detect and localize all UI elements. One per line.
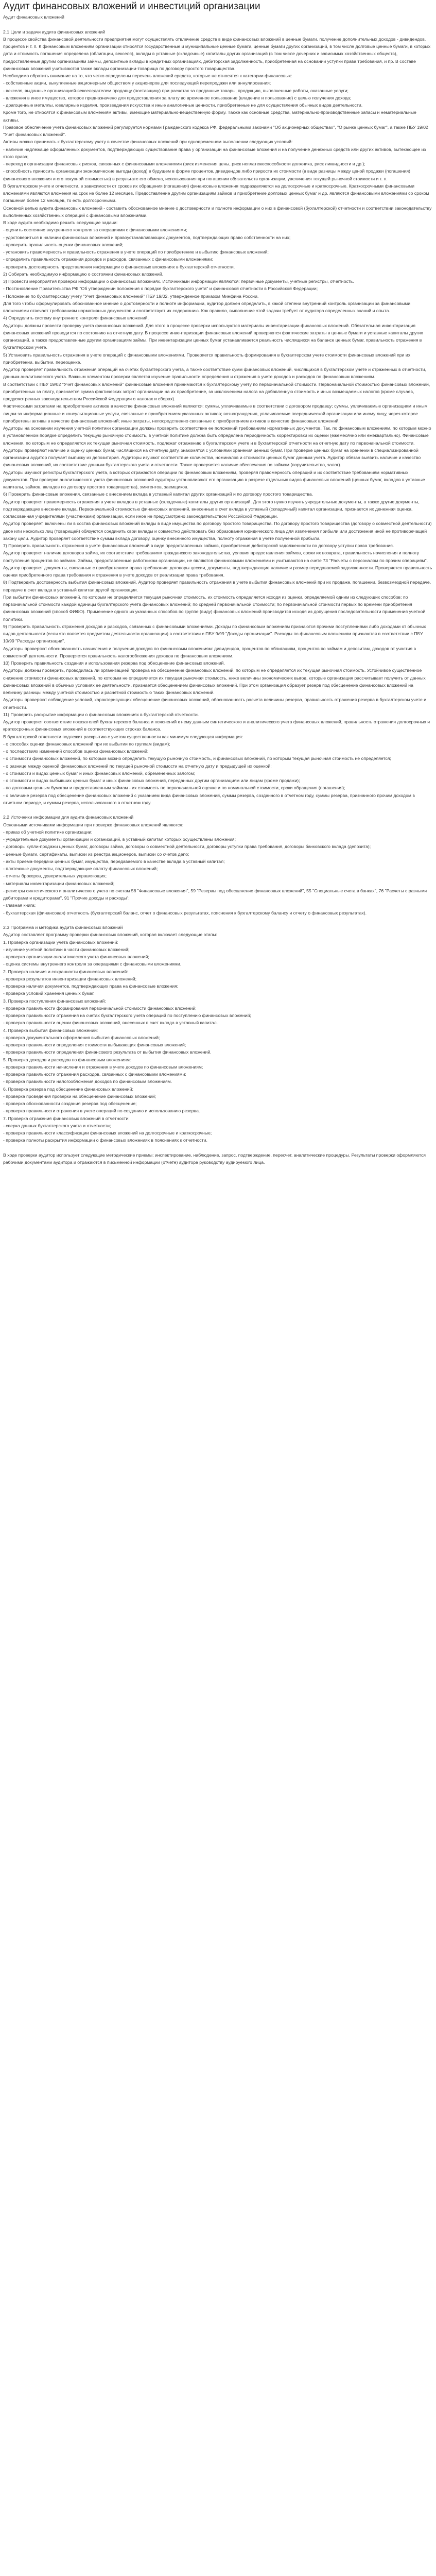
paragraph: 1. Проверка организации учета финансовых вложений: — [3, 939, 118, 945]
paragraph: - о последствиях изменений способов оценки финансовых вложений; — [3, 749, 149, 754]
paragraph: 2.1 Цели и задачи аудита финансовых вложений — [3, 29, 105, 35]
blank-line — [3, 21, 433, 28]
paragraph: - проверка полноты раскрытия информации о финансовых вложениях в пояснениях к отчетности. — [3, 1138, 207, 1143]
paragraph: Аудитор проверяет документы, связанные с приобретением права требования: договоры цессии, документы, подтверждающие наличие и размер передаваемой задолженности. Проверяется правильность оценки приобретенного права требования и отражения в учете доходов от реализации права требования. — [3, 565, 432, 578]
paragraph: Аудитор проверяет, включены ли в состав финансовых вложений вклады в виде имущества по договору простого товарищества. По договору простого товарищества (договору о совместной деятельности) двое или несколько лиц (товарищей) обязуются соединить свои вклады и совместно действовать без образования юридического лица для извлечения прибыли или достижения иной не противоречащей закону цели. Аудитор проверяет соответствие суммы вклада договору, оценку внесенного имущества, полноту отражения в учете полученной прибыли. — [3, 521, 432, 541]
paragraph: - о стоимости и видах выбывших ценных бумаг и иных финансовых вложений, переданных другим организациям или лицам (кроме продажи); — [3, 778, 300, 783]
paragraph: - Положение по бухгалтерскому учету "Учет финансовых вложений" ПБУ 19/02, утвержденное приказом Минфина России. — [3, 293, 259, 299]
paragraph: - проверка результатов инвентаризации финансовых вложений; — [3, 976, 137, 981]
paragraph: 10) Проверить правильность создания и использования резерва под обесценение финансовых вложений. — [3, 660, 225, 666]
paragraph: - проверить достоверность представления информации о финансовых вложениях в бухгалтерской отчетности. — [3, 264, 235, 269]
paragraph: 6) Проверить финансовые вложения, связанные с внесением вклада в уставный капитал других организаций и по договору простого товарищества. — [3, 492, 313, 497]
paragraph: Аудит финансовых вложений — [3, 14, 64, 20]
paragraph: Аудитор проверяет соответствие показателей бухгалтерского баланса и пояснений к нему данным синтетического и аналитического учета финансовых вложений, правильность отражения долгосрочных и краткосрочных финансовых вложений в соответствующих строках баланса. — [3, 719, 430, 732]
paragraph: Аудиторы проверяют соблюдение условий, характеризующих обесценение финансовых вложений, обоснованность расчета величины резерва, правильность отражения резерва в бухгалтерском учете и отчетности. — [3, 697, 427, 710]
paragraph: Аудиторы проверяют наличие и оценку ценных бумаг, числящихся на отчетную дату, знакомятся с условиями хранения ценных бумаг. При проверке ценных бумаг на хранении в специализированной организации аудитор получает выписку из депозитария. Аудиторы изучают соответствие количества, номиналов и стоимости ценных бумаг данным учета. Аудитор обязан выявить наличие и качество финансовых вложений, их соответствие данным бухгалтерского учета и отчетности. Также проверяется наличие обеспечения по займам (поручительство, залог). — [3, 447, 421, 468]
paragraph: - о величине резерва под обесценение финансовых вложений с указанием вида финансовых вложений, суммы резерва, созданного в отчетном году, суммы резерва, признанного прочим доходом в отчетном периоде, и суммы резерва, использованного в отчетном году. — [3, 792, 415, 805]
paragraph: Аудитор проверяет наличие договоров займа, их соответствие требованиям гражданского законодательства, условия предоставления займов, сроки их возврата, правильность начисления и полноту поступления процентов по займам. Займы, предоставленные работникам организации, не являются финансовыми вложениями и учитываются на счете 73 "Расчеты с персоналом по прочим операциям". — [3, 550, 428, 563]
paragraph: Аудиторы изучают регистры бухгалтерского учета, в которых отражаются операции по финансовым вложениям, проверяя правомерность операций и их соответствие требованиям нормативных документов. При проверке аналитического учета финансовых вложений аудиторы устанавливают его организацию в разрезе отдельных видов финансовых вложений (ценных бумаг, вкладов в уставные капиталы, займов, вкладов по договору простого товарищества), эмитентов, заемщиков. — [3, 469, 425, 489]
paragraph: - о способах оценки финансовых вложений при их выбытии по группам (видам); — [3, 741, 170, 747]
paragraph: - проверить правильность оценки финансовых вложений; — [3, 242, 124, 247]
paragraph: - о стоимости и видах ценных бумаг и иных финансовых вложений, обремененных залогом; — [3, 770, 196, 776]
paragraph: Основной целью аудита финансовых вложений - составить обоснованное мнение о достоверности и полноте информации о них в финансовой (бухгалтерской) отчетности и соответствии законодательству выполненных хозяйственных операций с финансовыми вложениями. — [3, 205, 432, 218]
paragraph: - удостовериться в наличии финансовых вложений и правоустанавливающих документов, подтверждающих право собственности на них; — [3, 234, 291, 240]
paragraph: - определить правильность отражения доходов и расходов, связанных с финансовыми вложениями; — [3, 257, 213, 262]
paragraph: 4) Определить систему внутреннего контроля финансовых вложений. — [3, 315, 149, 321]
paragraph: Правовое обеспечение учета финансовых вложений регулируется нормами Гражданского кодекса РФ, федеральными законами "Об акционерных обществах", "О рынке ценных бумаг", а также ПБУ 19/02 "Учет финансовых вложений". — [3, 124, 428, 137]
paragraph: - главная книга; — [3, 903, 36, 908]
paragraph: - платежные документы, подтверждающие оплату финансовых вложений; — [3, 866, 158, 871]
paragraph: 7) Проверить правильность отражения в учете финансовых вложений в виде предоставленных займов, приобретения дебиторской задолженности по договору уступки права требования. — [3, 543, 394, 548]
paragraph: - проверка правильности определения финансового результата от выбытия финансовых вложений. — [3, 1049, 212, 1055]
paragraph: Аудиторы должны проверить, проводилась ли организацией проверка на обесценение финансовых вложений, по которым не определяется их текущая рыночная стоимость. Устойчивое существенное снижение стоимости финансовых вложений, по которым не определяется их текущая рыночная стоимость, ниже величины экономических выгод, которые организация рассчитывает получить от данных финансовых вложений в обычных условиях ее деятельности, признается обесценением финансовых вложений. При этом организация образует резерв под обесценение финансовых вложений на величину разницы между учетной стоимостью и расчетной стоимостью таких финансовых вложений. — [3, 668, 426, 695]
paragraph: - вложения в иное имущество, которое предназначено для предоставления за плату во временное пользование (владение и пользование) с целью получения дохода; — [3, 95, 352, 100]
paragraph: - проверка правильности отражения в учете операций по созданию и использованию резерва. — [3, 1108, 200, 1114]
blank-line — [3, 917, 433, 924]
paragraph: - проверка правильности формирования первоначальной стоимости финансовых вложений; — [3, 1005, 197, 1011]
paragraph: - бухгалтерская (финансовая) отчетность (бухгалтерский баланс, отчет о финансовых результатах, пояснения к бухгалтерскому балансу и отчету о финансовых результатах). — [3, 910, 367, 916]
blank-line — [3, 806, 433, 814]
paragraph: - проверка правильности определения стоимости выбывающих финансовых вложений; — [3, 1042, 186, 1047]
paragraph: 3) Провести мероприятия проверки информации о финансовых вложениях. Источниками информации являются: первичные документы, учетные регистры, отчетность. — [3, 279, 354, 284]
paragraph: - проверка правильности оценки финансовых вложений, внесенных в счет вклада в уставный капитал. — [3, 1020, 218, 1026]
paragraph: Активы можно принимать к бухгалтерскому учету в качестве финансовых вложений при одновременном выполнении следующих условий: — [3, 139, 293, 145]
paragraph: - Постановление Правительства РФ "Об утверждении положения о порядке бухгалтерского учета" и финансовой отчетности в Российской Федерации; — [3, 286, 318, 292]
paragraph: 7. Проверка отражения финансовых вложений в отчетности: — [3, 1115, 130, 1121]
paragraph: - проверка условий хранения ценных бумаг. — [3, 991, 95, 996]
paragraph: Аудиторы проверяют обоснованность начисления и получения доходов по финансовым вложениям: дивидендов, процентов по облигациям, процентов по займам и депозитам, доходов от участия в совместной деятельности. Проверяется правильность налогообложения доходов по финансовым вложениям. — [3, 646, 416, 658]
paragraph: - проверка проведения проверки на обесценение финансовых вложений; — [3, 1093, 156, 1099]
paragraph: 5. Проверка доходов и расходов по финансовым вложениям: — [3, 1057, 131, 1062]
paragraph: - векселя, выданные организацией-векселедателем продавцу (поставщику) при расчетах за проданные товары, продукцию, выполненные работы, оказанные услуги; — [3, 88, 348, 93]
paragraph: 3. Проверка поступления финансовых вложений: — [3, 998, 106, 1004]
paragraph: - о стоимости финансовых вложений, по которым можно определить текущую рыночную стоимость, и финансовых вложений, по которым текущая рыночная стоимость не определяется; — [3, 756, 391, 761]
paragraph: 8) Подтвердить достоверность выбытия финансовых вложений. Аудитор проверяет правильность отражения в учете выбытия финансовых вложений при их продаже, погашении, безвозмездной передаче, передаче в счет вклада в уставный капитал другой организации. — [3, 580, 431, 592]
paragraph: - проверка правильности начисления и отражения в учете доходов по финансовым вложениям; — [3, 1064, 203, 1070]
paragraph: Аудитор составляет программу проверки финансовых вложений, которая включает следующие этапы: — [3, 932, 218, 938]
paragraph: - способность приносить организации экономические выгоды (доход) в будущем в форме процентов, дивидендов либо прироста их стоимости (в виде разницы между ценой продажи (погашения) финансового вложения и его покупной стоимостью) в результате его обмена, использования при погашении обязательств организации, увеличения текущей рыночной стоимости и т. п. — [3, 168, 411, 181]
paragraph: 4. Проверка выбытия финансовых вложений: — [3, 1027, 98, 1033]
paragraph: - сверка данных бухгалтерского учета и отчетности; — [3, 1123, 111, 1128]
paragraph: В процессе свойства финансовой деятельности предприятия могут осуществлять отвлечение средств в виде финансовых вложений в ценные бумаги, получение дополнительных доходов - дивидендов, процентов и т. п. К финансовым вложениям организации относятся государственные и муниципальные ценные бумаги, ценные бумаги других организаций, в том числе долговые ценные бумаги, в которых дата и стоимость погашения определена (облигации, векселя), вклады в уставные (складочные) капиталы других организаций (в том числе дочерних и зависимых хозяйственных обществ), предоставленные другим организациям займы, депозитные вклады в кредитных организациях, дебиторская задолженность, приобретенная на основании уступки права требования, и пр. В составе финансовых вложений учитываются также вклады организации-товарища по договору простого товарищества. — [3, 36, 431, 71]
paragraph: - акты приема-передачи ценных бумаг, имущества, передаваемого в качестве вклада в уставный капитал; — [3, 858, 225, 864]
article-body — [3, 13, 433, 1166]
paragraph: - переход к организации финансовых рисков, связанных с финансовыми вложениями (риск изменения цены, риск неплатежеспособности должника, риск ликвидности и др.); — [3, 161, 365, 166]
paragraph: Фактическими затратами на приобретение активов в качестве финансовых вложений являются: суммы, уплачиваемые в соответствии с договором продавцу; суммы, уплачиваемые организациям и иным лицам за информационные и консультационные услуги, связанные с приобретением указанных активов; вознаграждения, уплачиваемые посреднической организации или иному лицу, через которое приобретены активы в качестве финансовых вложений; иные затраты, непосредственно связанные с приобретением активов в качестве финансовых вложений. — [3, 403, 428, 423]
paragraph: Для того чтобы сформулировать обоснованное мнение о достоверности и полноте информации, аудитор должен определить, в какой степени внутренний контроль организации за финансовыми вложениями отвечает требованиям нормативных документов и соответствует их содержанию. Как правило, выполнение этой задачи требует от аудитора определенных знаний и опыта. — [3, 300, 411, 313]
paragraph: - материалы инвентаризации финансовых вложений; — [3, 880, 115, 886]
paragraph: Основными источниками информации при проверке финансовых вложений являются: — [3, 822, 184, 827]
paragraph: - установить правомерность и правильность отражения в учете операций по приобретению и выбытию финансовых вложений; — [3, 249, 269, 255]
paragraph: - проверка наличия документов, подтверждающих права на финансовые вложения; — [3, 984, 179, 989]
paragraph: В соответствии с ПБУ 19/02 "Учет финансовых вложений" финансовые вложения принимаются к бухгалтерскому учету по первоначальной стоимости. Первоначальной стоимостью финансовых вложений, приобретенных за плату, признается сумма фактических затрат организации на их приобретение, за исключением налога на добавленную стоимость и иных возмещаемых налогов (кроме случаев, предусмотренных законодательством Российской Федерации о налогах и сборах). — [3, 381, 430, 401]
paragraph: - регистры синтетического и аналитического учета по счетам 58 "Финансовые вложения", 59 "Резервы под обесценение финансовых вложений", 55 "Специальные счета в банках", 76 "Расчеты с разными дебиторами и кредиторами", 91 "Прочие доходы и расходы"; — [3, 888, 427, 901]
paragraph: 5) Установить правильность отражения в учете операций с финансовыми вложениями. Проверяется правильность формирования в бухгалтерском учете стоимости финансовых вложений при их приобретении, выбытии, переоценке. — [3, 352, 411, 365]
paragraph: - приказ об учетной политике организации; — [3, 829, 93, 835]
paragraph: - проверка обоснованности создания резерва под обесценение; — [3, 1101, 137, 1106]
blank-line — [3, 1144, 433, 1151]
paragraph: В ходе аудита необходимо решить следующие задачи: — [3, 220, 118, 225]
paragraph: - ценные бумаги, сертификаты, выписки из реестра акционеров, выписки со счетов депо; — [3, 851, 189, 857]
page — [0, 0, 436, 1170]
paragraph: Аудиторы на основании изучения учетной политики организации должны проверить соответствие ее положений требованиям нормативных документов. Так, по финансовым вложениям, по которым можно в установленном порядке определить текущую рыночную стоимость, в учетной политике должна быть определена периодичность корректировки их оценки (ежемесячно или ежеквартально). Финансовые вложения, по которым не определяется их текущая рыночная стоимость, подлежат отражению в бухгалтерском учете и в бухгалтерской отчетности на отчетную дату по первоначальной стоимости. — [3, 426, 431, 446]
paragraph: 2) Собирать необходимую информацию о состоянии финансовых вложений. — [3, 271, 164, 277]
paragraph: 11) Проверить раскрытие информации о финансовых вложениях в бухгалтерской отчетности. — [3, 711, 199, 717]
paragraph: - проверка документального оформления выбытия финансовых вложений; — [3, 1035, 160, 1040]
paragraph: При выбытии финансовых вложений, по которым не определяется текущая рыночная стоимость, их стоимость определяется исходя из оценки, определяемой одним из следующих способов: по первоначальной стоимости каждой единицы бухгалтерского учета финансовых вложений; по средней первоначальной стоимости; по первоначальной стоимости первых по времени приобретения финансовых вложений (способ ФИФО). Применение одного из указанных способов по группе (виду) финансовых вложений производится исходя из допущения последовательности применения учетной политики. — [3, 594, 426, 622]
page-title: Аудит финансовых вложений и инвестиций организации — [3, 1, 260, 12]
paragraph: В бухгалтерском учете и отчетности, в зависимости от сроков их обращения (погашения) финансовые вложения подразделяются на долгосрочные и краткосрочные. Краткосрочными финансовыми вложениями являются вложения на срок не более 12 месяцев. Предоставление другим организациям займов и приобретение долговых ценных бумаг и др. являются финансовыми вложениями со сроком погашения более 12 месяцев, то есть долгосрочными. — [3, 183, 429, 204]
paragraph: - договоры купли-продажи ценных бумаг, договоры займа, договоры о совместной деятельности, договоры уступки права требования, договоры банковского вклада (депозита); — [3, 844, 371, 850]
paragraph: В ходе проверки аудитор использует следующие методические приемы: инспектирование, наблюдение, запрос, подтверждение, пересчет, аналитические процедуры. Результаты проверки оформляются рабочими документами аудитора и отражаются в письменной информации (отчете) аудитора руководству аудируемого лица. — [3, 1152, 426, 1165]
paragraph: - оценить состояние внутреннего контроля за операциями с финансовыми вложениями; — [3, 227, 187, 233]
paragraph: Аудитор проверяет правильность отражения операций на счетах бухгалтерского учета, а также соответствие сумм финансовых вложений, числящихся в бухгалтерском учете и отраженных в отчетности, данным аналитического учета. Важным элементом проверки является изучение правильности определения и отражения в учете доходов и расходов по финансовым вложениям. — [3, 367, 426, 380]
paragraph: Аудитор проверяет правомерность отражения в учете вкладов в уставные (складочные) капиталы других организаций. Для этого нужно изучить учредительные документы, а также другие документы, подтверждающие внесение вклада. Первоначальной стоимостью финансовых вложений, внесенных в счет вклада в уставный (складочный) капитал организации, признается их денежная оценка, согласованная учредителями (участниками) организации, если иное не предусмотрено законодательством Российской Федерации. — [3, 499, 420, 519]
paragraph: - драгоценные металлы, ювелирные изделия, произведения искусства и иные аналогичные ценности, приобретенные не для осуществления обычных видов деятельности. — [3, 103, 363, 108]
paragraph: - проверка правильности налогообложения доходов по финансовым вложениям. — [3, 1079, 172, 1084]
paragraph: В бухгалтерской отчетности подлежит раскрытию с учетом существенности как минимум следующая информация: — [3, 734, 243, 739]
paragraph: - по долговым ценным бумагам и предоставленным займам - их стоимость по первоначальной оценке и по номинальной стоимости, сроки обращения (погашения); — [3, 785, 345, 791]
paragraph: - изучение учетной политики в части финансовых вложений; — [3, 946, 130, 952]
paragraph: - о разнице между оценкой финансовых вложений по текущей рыночной стоимости на отчетную дату и предыдущей их оценкой; — [3, 763, 272, 769]
paragraph: - проверка правильности отражения расходов, связанных с финансовыми вложениями; — [3, 1072, 186, 1077]
paragraph: - собственные акции, выкупленные акционерным обществом у акционеров для последующей перепродажи или аннулирования; — [3, 80, 271, 86]
paragraph: - проверка правильности отражения на счетах бухгалтерского учета операций по поступлению финансовых вложений; — [3, 1013, 251, 1018]
paragraph: 6. Проверка резерва под обесценение финансовых вложений: — [3, 1086, 133, 1092]
paragraph: 2.2 Источники информации для аудита финансовых вложений — [3, 815, 134, 820]
paragraph: - учредительные документы организации и организаций, в уставный капитал которых осуществлены вложения; — [3, 837, 236, 842]
paragraph: - отчеты брокеров, доверительных управляющих; — [3, 873, 107, 879]
paragraph: Необходимо обратить внимание на то, что четко определены перечень вложений средств, которые не относятся к категории финансовых: — [3, 73, 292, 78]
paragraph: 9) Проверить правильность отражения доходов и расходов, связанных с финансовыми вложениями. Доходы по финансовым вложениям признаются прочими поступлениями либо доходами от обычных видов деятельности (если это является предметом деятельности организации) в соответствии с ПБУ 9/99 "Доходы организации". Расходы по финансовым вложениям признаются в соответствии с ПБУ 10/99 "Расходы организации". — [3, 623, 426, 644]
paragraph: Аудиторы должны провести проверку учета финансовых вложений. Для этого в процессе проверки используются материалы инвентаризации финансовых вложений. Обязательная инвентаризация финансовых вложений проводится по состоянию на отчетную дату. В процессе инвентаризации финансовых вложений проверяются фактические затраты в ценные бумаги и уставные капиталы других организаций, а также предоставленные другим организациям займы. При инвентаризации ценных бумаг устанавливается реальность числящихся на балансе ценных бумаг, правильность отражения в бухгалтерском учете. — [3, 323, 423, 350]
paragraph: 2. Проверка наличия и сохранности финансовых вложений: — [3, 969, 128, 974]
paragraph: - проверка организации аналитического учета финансовых вложений; — [3, 954, 149, 959]
paragraph: 2.3 Программа и методика аудита финансовых вложений — [3, 925, 123, 930]
paragraph: Кроме того, не относятся к финансовым вложениям активы, имеющие материально-вещественную форму. Также как основные средства, материально-производственные запасы и нематериальные активы. — [3, 110, 416, 123]
paragraph: - наличие надлежаще оформленных документов, подтверждающих существование права у организации на финансовые вложения и на получение денежных средств или других активов, вытекающее из этого права; — [3, 146, 426, 159]
paragraph: - проверка правильности классификации финансовых вложений на долгосрочные и краткосрочные; — [3, 1130, 212, 1136]
paragraph: - оценка системы внутреннего контроля за операциями с финансовыми вложениями. — [3, 961, 182, 967]
